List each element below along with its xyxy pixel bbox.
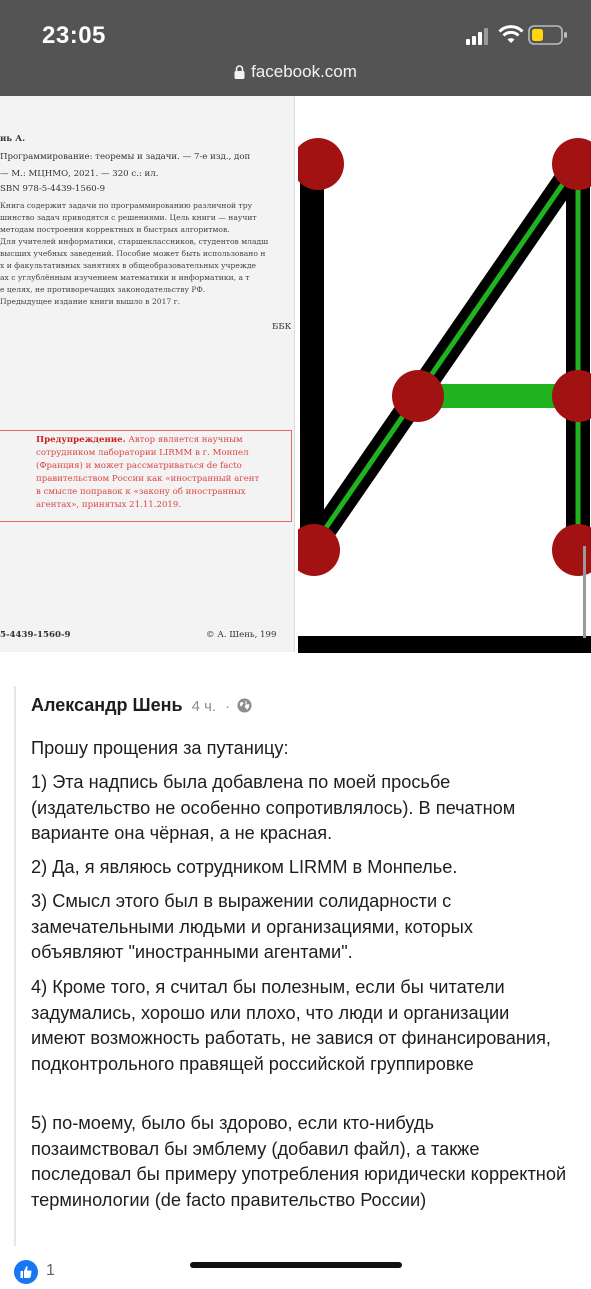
warning-title: Предупреждение.	[36, 435, 126, 445]
description-line: шинство задач приводятся с решениями. Цель книги — научит	[0, 213, 257, 222]
description-line: х и факультативных занятиях в общеобразовательных учрежде	[0, 261, 257, 270]
comment-paragraph: 2) Да, я являюсь сотрудником LIRMM в Монпелье.	[31, 857, 458, 877]
warning-line: в смысле поправок к «закону об иностранных	[36, 487, 246, 497]
isbn-line: SBN 978-5-4439-1560-9	[0, 184, 106, 194]
url-text: facebook.com	[251, 62, 357, 81]
comment-paragraph: 3) Смысл этого был в выражении солидарности с замечательными людьми и организациями, которых объявляют "иностранными агентами".	[31, 891, 473, 962]
scroll-indicator	[583, 546, 586, 638]
book-title-line: Программирование: теоремы и задачи. — 7-е изд., доп	[0, 152, 251, 162]
comment-paragraph: 5) по-моему, было бы здорово, если кто-нибудь позаимствовал бы эмблему (добавил файл), а также последовал бы примеру употребления юридически корректной терминологии (de facto правительство России)	[31, 1113, 567, 1210]
clock: 23:05	[42, 22, 106, 49]
description-line: высших учебных заведений. Пособие может быть использовано н	[0, 249, 266, 258]
warning-line: агентах», принятых 21.11.2019.	[36, 500, 182, 510]
comment-time[interactable]: 4 ч.	[191, 698, 217, 715]
description-line: Предыдущее издание книги вышло в 2017 г.	[0, 297, 181, 306]
description-line: е целях, не противоречащих законодательству РФ.	[0, 285, 206, 294]
address-bar[interactable]	[0, 62, 591, 82]
isbn-bottom: 5-4439-1560-9	[0, 630, 71, 640]
description-line: Книга содержит задачи по программированию различной тру	[0, 201, 253, 210]
warning-line: Автор является научным	[125, 435, 243, 445]
comment	[0, 666, 591, 1280]
warning-line: правительством России как «иностранный агент	[36, 474, 260, 484]
emblem-node	[392, 370, 444, 422]
comment-header	[31, 695, 252, 716]
description-line: Для учителей информатики, старшеклассников, студентов младш	[0, 237, 269, 246]
globe-icon	[237, 698, 252, 713]
warning-line: сотрудником лаборатории LIRMM в г. Монпел	[36, 448, 249, 458]
cellular-signal-icon	[466, 27, 492, 45]
like-icon	[14, 1260, 38, 1284]
lock-icon	[234, 65, 245, 79]
publisher-line: — М.: МЦНМО, 2021. — 320 с.: ил.	[0, 169, 159, 179]
comment-paragraph: 1) Эта надпись была добавлена по моей просьбе (издательство не особенно сопротивлялось). В печатном варианте она чёрная, а не красная.	[31, 772, 516, 843]
description-line: методам построения корректных и быстрых алгоритмов.	[0, 225, 230, 234]
like-count: 1	[46, 1262, 55, 1279]
warning-line: (Франция) и может рассматриваться de facto	[36, 461, 242, 471]
meta-separator: ·	[225, 698, 231, 715]
emblem-base-bar	[298, 636, 591, 653]
emblem-graphic	[298, 96, 591, 653]
description-line: ах с углублённым изучением математики и информатики, а т	[0, 273, 250, 282]
comment-author[interactable]: Александр Шень	[31, 695, 183, 715]
wifi-icon	[498, 25, 524, 45]
author-line: нь А.	[0, 134, 26, 144]
copyright-text: © А. Шень, 199	[206, 630, 277, 640]
warning-text	[36, 434, 259, 512]
comment-paragraph: 4) Кроме того, я считал бы полезным, если бы читатели задумались, хорошо или плохо, что люди и организации имеют возможность работать, не завися от финансирования, подконтрольного правящей российской группировке	[31, 977, 551, 1074]
battery-icon	[528, 24, 568, 46]
bbk-label: ББК	[272, 322, 292, 332]
thread-line	[14, 686, 16, 1246]
emblem-image[interactable]	[298, 96, 591, 653]
comment-paragraph: Прошу прощения за путаницу:	[31, 738, 289, 758]
home-indicator[interactable]	[190, 1262, 402, 1268]
book-imprint-photo[interactable]	[0, 96, 295, 652]
status-bar	[0, 0, 591, 96]
